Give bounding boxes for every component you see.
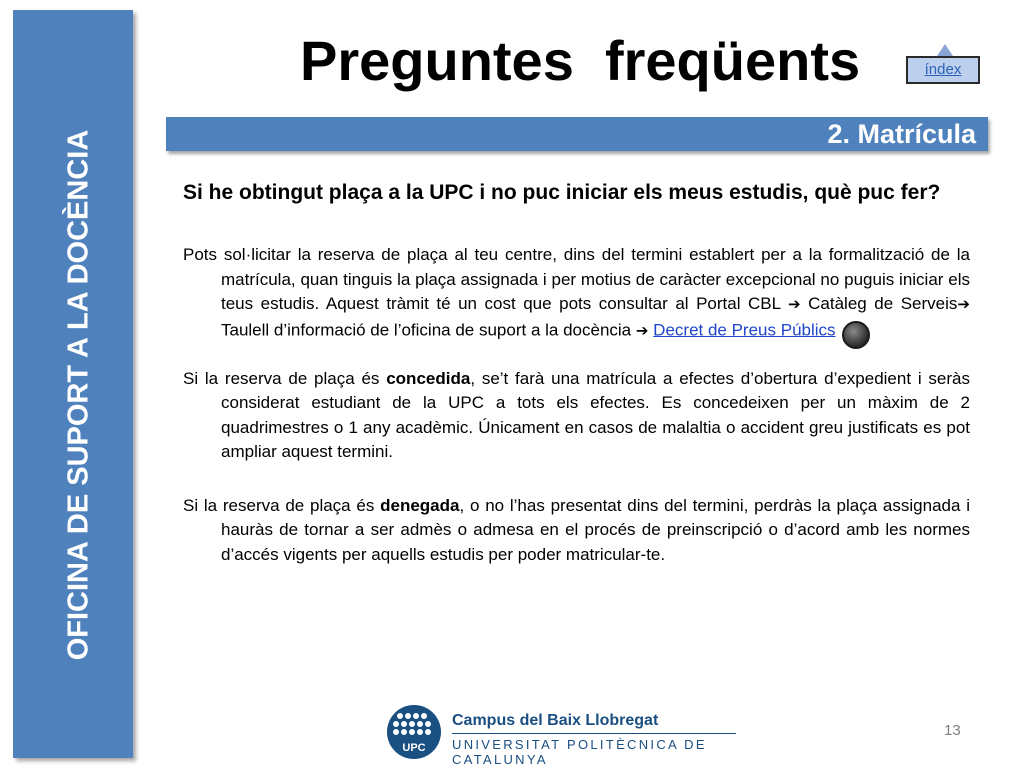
paragraph-text: , o no l’has presentat dins del termini, perdràs la plaça assignada i hauràs de tornar a ser admès o admesa en el procés de preinscripció o d’acord amb les normes d’accés vigents per aquells estudis per poder matricular-te.: [221, 495, 970, 564]
status-denegada: denegada: [380, 495, 460, 515]
page-number: 13: [944, 722, 961, 739]
up-arrow-icon: [937, 44, 953, 56]
logo-divider: [452, 733, 736, 734]
paragraph-text: Taulell d’informació de l’oficina de suport a la docència: [221, 319, 632, 339]
info-icon[interactable]: i: [842, 321, 870, 349]
paragraph-text: Pots sol·licitar la reserva de plaça al teu centre, dins del termini establert per a la formalització de la matrícula, quan tinguis la plaça assignada i per motius de caràcter excepcional no puguis iniciar els teus estudis. Aquest tràmit té un cost que pots consultar al Portal CBL: [183, 245, 970, 313]
paragraph-text: Catàleg de Serveis: [808, 294, 958, 313]
faq-question: Si he obtingut plaça a la UPC i no puc iniciar els meus estudis, què puc fer?: [183, 181, 941, 204]
arrow-right-icon: ➔: [788, 295, 801, 313]
logo-text: UPC: [402, 742, 426, 754]
answer-paragraph-2: [183, 367, 970, 465]
section-header: [166, 117, 988, 151]
paragraph-text: Si la reserva de plaça és: [183, 368, 380, 388]
university-name: UNIVERSITAT POLITÈCNICA DE CATALUNYA: [452, 737, 707, 767]
campus-name: Campus del Baix Llobregat: [452, 712, 659, 729]
upc-logo-mark: [386, 704, 442, 760]
index-label: índex: [906, 56, 980, 84]
status-concedida: concedida: [386, 368, 471, 388]
paragraph-text: Si la reserva de plaça és: [183, 495, 375, 515]
answer-paragraph-3: [183, 494, 970, 568]
section-title: 2. Matrícula: [827, 119, 976, 149]
index-button[interactable]: [906, 44, 980, 84]
page-title: Preguntes freqüents: [300, 29, 861, 92]
faq-content: [183, 178, 970, 567]
sidebar-band: [13, 10, 133, 758]
decret-preus-publics-link[interactable]: Decret de Preus Públics: [653, 319, 836, 339]
sidebar-label: OFICINA DE SUPORT A LA DOCÈNCIA: [62, 129, 95, 661]
upc-logo: [386, 704, 746, 767]
arrow-right-icon: ➔: [957, 295, 970, 313]
arrow-right-icon: ➔: [635, 320, 649, 339]
answer-paragraph-1: [183, 243, 970, 345]
paragraph-text: , se’t farà una matrícula a efectes d’obertura d’expedient i seràs considerat estudiant de la UPC a tots els efectes. Es concedeixen per un màxim de 2 quadrimestres o 1 any acadèmic. Únicament en casos de malaltia o accident greu justificats es pot ampliar aquest termini.: [221, 368, 970, 461]
